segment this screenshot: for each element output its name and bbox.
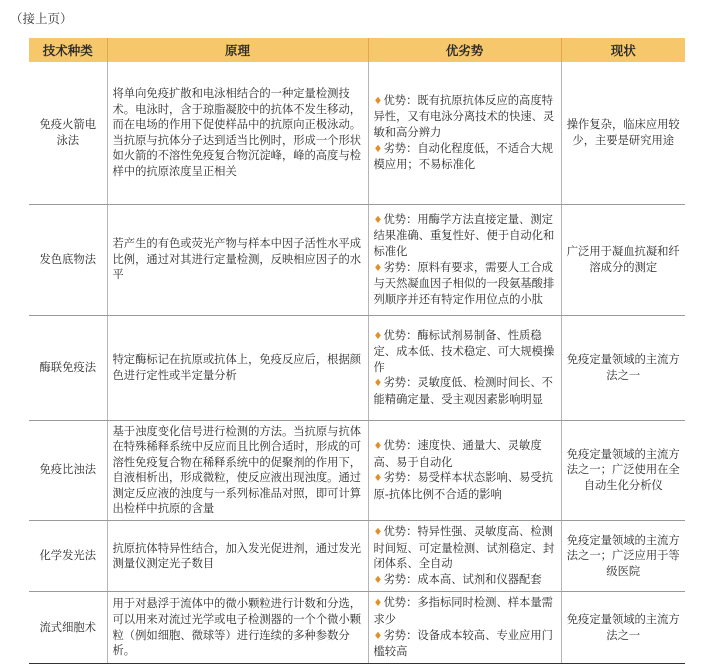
table-header-row bbox=[29, 38, 685, 62]
table-row bbox=[29, 592, 685, 663]
cell-principle: 将单向免疫扩散和电泳相结合的一种定量检测技术。电泳时，含于琼脂凝胶中的抗体不发生移动，而在电场的作用下促使样品中的抗原向正极泳动。当抗原与抗体分子达到适当比例时，形成一个形状如火箭的不溶性免疫复合物沉淀峰，峰的高度与检样中的抗原浓度呈正相关 bbox=[107, 62, 368, 204]
table-row bbox=[29, 521, 685, 592]
cell-advantages bbox=[368, 62, 561, 204]
cell-status: 免疫定量领域的主流方法之一 bbox=[561, 592, 685, 663]
cell-advantages bbox=[368, 204, 561, 315]
pro-text: ♦优势：速度快、通量大、灵敏度高、易于自动化 bbox=[373, 439, 542, 469]
pro-text: ♦优势：酶标试剂易制备、性质稳定、成本低、技术稳定、可大规模操作 bbox=[373, 328, 555, 374]
diamond-bullet-icon: ♦ bbox=[373, 95, 383, 107]
diamond-bullet-icon: ♦ bbox=[373, 473, 383, 485]
header-status: 现状 bbox=[561, 38, 685, 62]
table-row bbox=[29, 315, 685, 420]
pro-text: ♦优势：既有抗原抗体反应的高度特异性，又有电泳分离技术的快速、灵敏和高分辨力 bbox=[373, 93, 555, 139]
con-text: ♦劣势：原料有要求，需要人工合成与天然凝血因子相似的一段氨基酸排列顺序并还有特定作用位点的小肽 bbox=[373, 260, 555, 306]
cell-status: 广泛用于凝血抗凝和纤溶成分的测定 bbox=[561, 204, 685, 315]
cell-type: 酶联免疫法 bbox=[29, 315, 107, 420]
con-text: ♦劣势：灵敏度低、检测时间长、不能精确定量、受主观因素影响明显 bbox=[373, 376, 553, 406]
cell-status: 操作复杂，临床应用较少，主要是研究用途 bbox=[561, 62, 685, 204]
header-principle: 原理 bbox=[107, 38, 368, 62]
diamond-bullet-icon: ♦ bbox=[373, 214, 383, 226]
cell-type: 流式细胞术 bbox=[29, 592, 107, 663]
cell-advantages bbox=[368, 592, 561, 663]
cell-principle: 基于浊度变化信号进行检测的方法。当抗原与抗体在特殊稀释系统中反应而且比例合适时，形成的可溶性免疫复合物在稀释系统中的促聚剂的作用下，自液相析出，形成微粒，使反应液出现浊度。通过测定反应液的浊度与一系列标准品对照，即可计算出检样中抗原的含量 bbox=[107, 420, 368, 521]
pro-text: ♦优势：用酶学方法直接定量、测定结果准确、重复性好、便于自动化和标准化 bbox=[373, 212, 555, 258]
cell-advantages bbox=[368, 420, 561, 521]
cell-type: 免疫火箭电泳法 bbox=[29, 62, 107, 204]
diamond-bullet-icon: ♦ bbox=[373, 527, 383, 539]
cell-principle: 抗原抗体特异性结合，加入发光促进剂，通过发光测量仪测定光子数目 bbox=[107, 521, 368, 592]
cell-status: 免疫定量领域的主流方法之一；广泛使用在全自动生化分析仪 bbox=[561, 420, 685, 521]
diamond-bullet-icon: ♦ bbox=[373, 330, 383, 342]
table-row bbox=[29, 62, 685, 204]
pro-text: ♦优势：特异性强、灵敏度高、检测时间短、可定量检测、试剂稳定、封闭体系、全自动 bbox=[373, 525, 555, 571]
diamond-bullet-icon: ♦ bbox=[373, 143, 383, 155]
diamond-bullet-icon: ♦ bbox=[373, 262, 383, 274]
con-text: ♦劣势：易受样本状态影响、易受抗原-抗体比例不合适的影响 bbox=[373, 471, 553, 501]
cell-status: 免疫定量领域的主流方法之一 bbox=[561, 315, 685, 420]
cell-advantages bbox=[368, 521, 561, 592]
cell-principle: 特定酶标记在抗原或抗体上，免疫反应后，根据颜色进行定性或半定量分析 bbox=[107, 315, 368, 420]
table-row bbox=[29, 204, 685, 315]
cell-type: 化学发光法 bbox=[29, 521, 107, 592]
header-type: 技术种类 bbox=[29, 38, 107, 62]
con-text: ♦劣势：设备成本较高、专业应用门槛较高 bbox=[373, 628, 553, 659]
pro-text: ♦优势：多指标同时检测、样本量需求少 bbox=[373, 596, 553, 627]
continued-label: （接上页） bbox=[10, 11, 73, 26]
diamond-bullet-icon: ♦ bbox=[373, 574, 383, 586]
cell-status: 免疫定量领域的主流方法之一；广泛应用于等级医院 bbox=[561, 521, 685, 592]
cell-principle: 用于对悬浮于流体中的微小颗粒进行计数和分选，可以用来对流过光学或电子检测器的一个个微小颗粒（例如细胞、微球等）进行连续的多种参数分析。 bbox=[107, 592, 368, 663]
diamond-bullet-icon: ♦ bbox=[373, 378, 383, 390]
header-advantages: 优劣势 bbox=[368, 38, 561, 62]
cell-type: 免疫比浊法 bbox=[29, 420, 107, 521]
cell-type: 发色底物法 bbox=[29, 204, 107, 315]
cell-advantages bbox=[368, 315, 561, 420]
con-text: ♦劣势：自动化程度低，不适合大规模应用；不易标准化 bbox=[373, 141, 553, 172]
table-row bbox=[29, 420, 685, 521]
diamond-bullet-icon: ♦ bbox=[373, 630, 383, 642]
diamond-bullet-icon: ♦ bbox=[373, 441, 383, 453]
technology-table bbox=[29, 38, 685, 664]
diamond-bullet-icon: ♦ bbox=[373, 598, 383, 610]
cell-principle: 若产生的有色或荧光产物与样本中因子活性水平成比例，通过对其进行定量检测，反映相应因子的水平 bbox=[107, 204, 368, 315]
con-text: ♦劣势：成本高、试剂和仪器配套 bbox=[373, 572, 542, 586]
